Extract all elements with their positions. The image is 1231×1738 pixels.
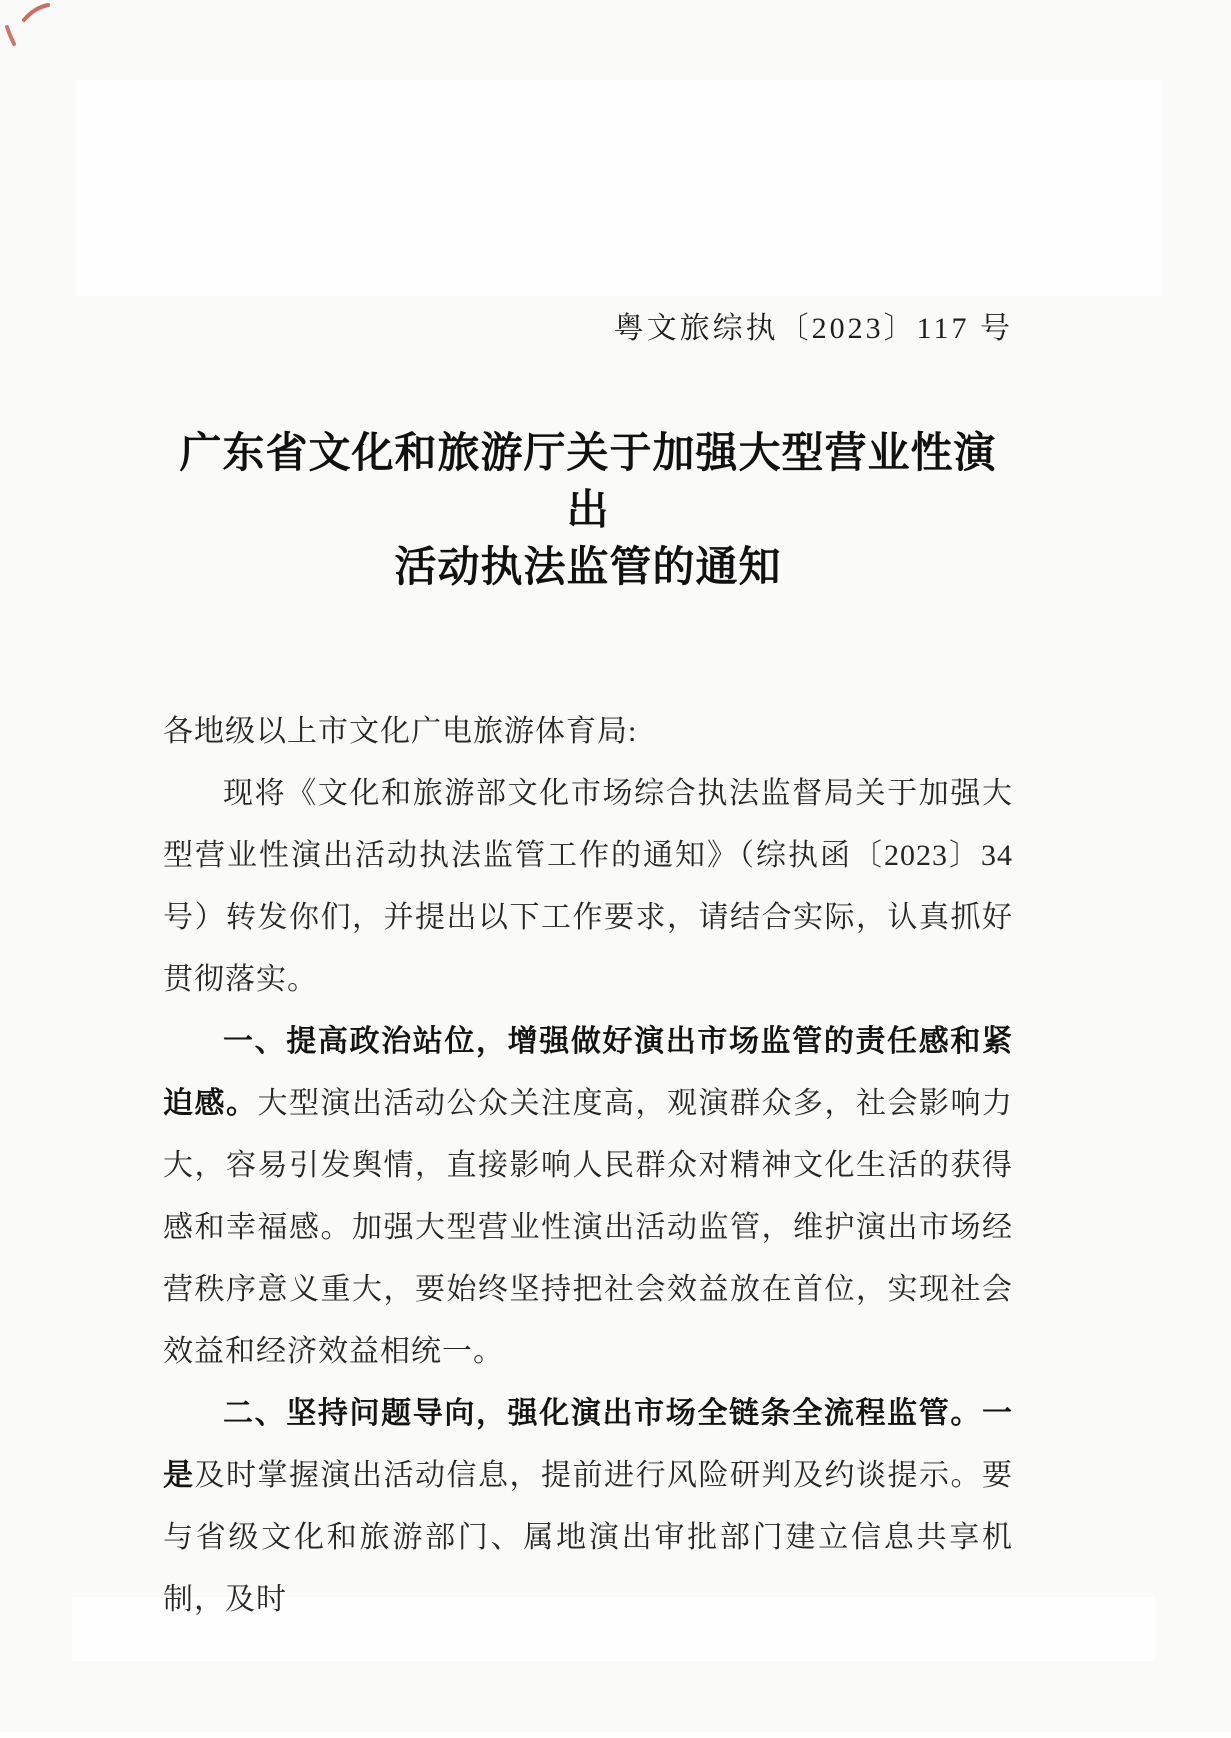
red-pen-marks-icon — [0, 0, 70, 60]
scan-bottom-strip — [0, 1732, 1231, 1738]
document-content — [163, 0, 1013, 1631]
document-body — [163, 701, 1013, 1631]
paragraph — [163, 1011, 1013, 1383]
paragraph-bold-lead: 二、坚持问题导向，强化演出市场全链条全流程监管。一是 — [163, 1397, 1013, 1492]
salutation: 各地级以上市文化广电旅游体育局: — [163, 715, 638, 748]
paragraph-text: 现将《文化和旅游部文化市场综合执法监督局关于加强大型营业性演出活动执法监管工作的通知》（综执函〔2023〕34 号）转发你们，并提出以下工作要求，请结合实际，认真抓好贯彻落实。 — [163, 777, 1013, 996]
paragraph — [163, 763, 1013, 1011]
paragraph-text: 大型演出活动公众关注度高，观演群众多，社会影响力大，容易引发舆情，直接影响人民群众对精神文化生活的获得感和幸福感。加强大型营业性演出活动监管，维护演出市场经营秩序意义重大，要始终坚持把社会效益放在首位，实现社会效益和经济效益相统一。 — [163, 1087, 1013, 1368]
paragraph-text: 及时掌握演出活动信息，提前进行风险研判及约谈提示。要与省级文化和旅游部门、属地演出审批部门建立信息共享机制，及时 — [163, 1459, 1013, 1616]
document-title — [163, 426, 1013, 597]
title-line-1: 广东省文化和旅游厅关于加强大型营业性演出 — [179, 431, 997, 534]
paragraph-bold-lead: 一、提高政治站位，增强做好演出市场监管的责任感和紧迫感。 — [163, 1025, 1013, 1120]
title-line-2: 活动执法监管的通知 — [394, 545, 782, 591]
document-number: 粤文旅综执〔2023〕117 号 — [613, 312, 1013, 345]
paragraph — [163, 1383, 1013, 1631]
